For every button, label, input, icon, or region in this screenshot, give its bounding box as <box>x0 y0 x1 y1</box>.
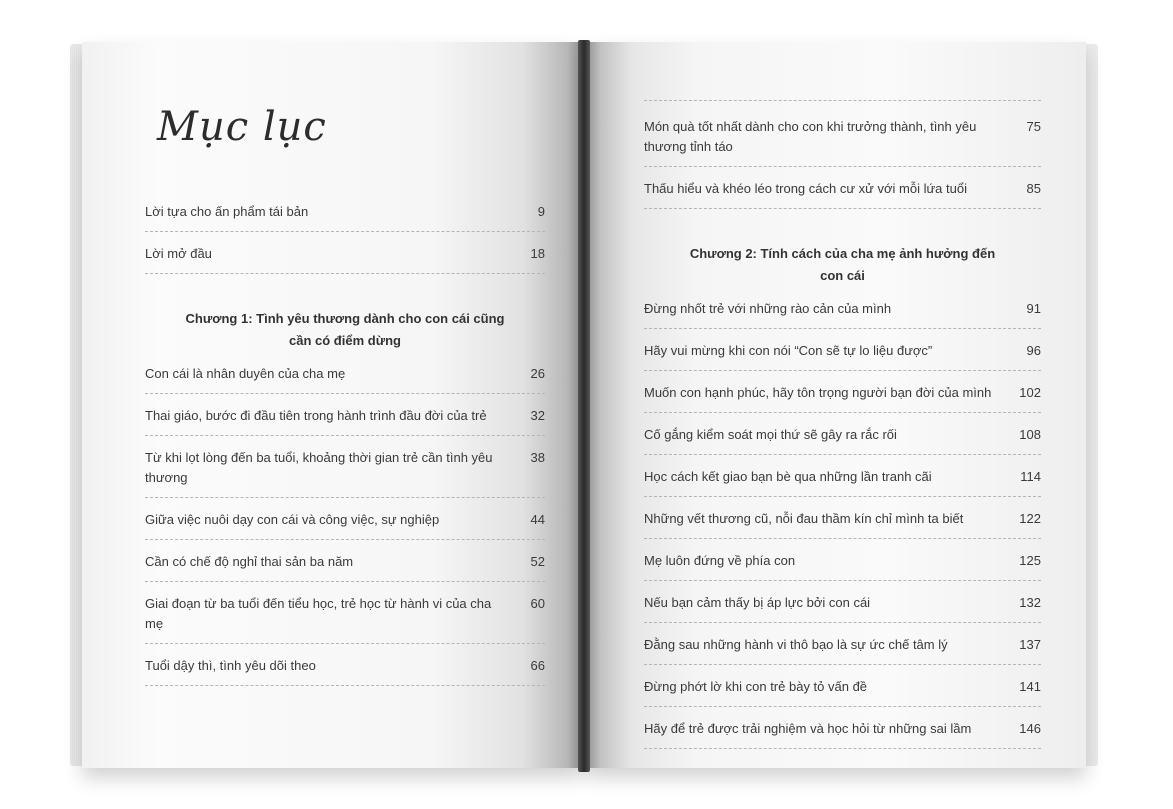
toc-entry <box>644 509 1041 539</box>
entry-title: Giai đoạn từ ba tuổi đến tiểu học, trẻ học từ hành vi của cha mẹ <box>145 596 492 631</box>
entry-page: 26 <box>530 366 545 381</box>
entry-title: Đằng sau những hành vi thô bạo là sự ức chế tâm lý <box>644 637 948 652</box>
entry-page: 96 <box>1026 343 1041 358</box>
chapter-heading: Chương 1: Tình yêu thương dành cho con cái cũng cần có điểm dừng <box>185 311 505 348</box>
toc-entry <box>644 551 1041 581</box>
entry-page: 102 <box>1019 385 1041 400</box>
toc-title: Mục lục <box>157 104 327 150</box>
toc-entry <box>644 179 1041 209</box>
right-toc-list <box>644 100 1041 761</box>
entry-title: Từ khi lọt lòng đến ba tuổi, khoảng thời gian trẻ cần tình yêu thương <box>145 450 493 485</box>
entry-title: Muốn con hạnh phúc, hãy tôn trọng người bạn đời của mình <box>644 385 992 400</box>
entry-title: Thai giáo, bước đi đầu tiên trong hành trình đầu đời của trẻ <box>145 408 487 423</box>
entry-page: 125 <box>1019 553 1041 568</box>
toc-entry <box>644 467 1041 497</box>
entry-page: 9 <box>537 204 545 219</box>
entry-page: 91 <box>1026 301 1041 316</box>
toc-entry <box>145 202 545 232</box>
entry-page: 75 <box>1026 119 1041 134</box>
right-page <box>586 42 1086 768</box>
entry-title: Nếu bạn cảm thấy bị áp lực bởi con cái <box>644 595 871 610</box>
entry-page: 52 <box>530 554 545 569</box>
toc-entry <box>644 425 1041 455</box>
entry-title: Con cái là nhân duyên của cha mẹ <box>145 366 346 381</box>
entry-title: Lời mở đầu <box>145 246 212 261</box>
toc-entry <box>145 552 545 582</box>
entry-title: Giữa việc nuôi dạy con cái và công việc, sự nghiệp <box>145 512 440 527</box>
entry-title: Thấu hiểu và khéo léo trong cách cư xử với mỗi lứa tuổi <box>644 181 967 196</box>
entry-title: Hãy vui mừng khi con nói “Con sẽ tự lo liệu được” <box>644 343 933 358</box>
toc-entry <box>644 719 1041 749</box>
book-spine <box>578 40 590 772</box>
entry-page: 146 <box>1019 721 1041 736</box>
page-stack-right <box>1086 44 1098 766</box>
toc-entry <box>145 406 545 436</box>
entry-title: Lời tựa cho ấn phẩm tái bản <box>145 204 309 219</box>
entry-page: 137 <box>1019 637 1041 652</box>
entry-page: 141 <box>1019 679 1041 694</box>
toc-entry <box>145 448 545 498</box>
top-divider <box>644 100 1041 101</box>
entry-page: 44 <box>530 512 545 527</box>
entry-title: Những vết thương cũ, nỗi đau thầm kín chỉ mình ta biết <box>644 511 964 526</box>
entry-page: 32 <box>530 408 545 423</box>
entry-page: 60 <box>530 596 545 611</box>
entry-title: Đừng phớt lờ khi con trẻ bày tỏ vấn đề <box>644 679 868 694</box>
toc-entry <box>644 341 1041 371</box>
entry-title: Đừng nhốt trẻ với những rào cản của mình <box>644 301 892 316</box>
toc-entry <box>644 383 1041 413</box>
entry-title: Tuổi dậy thì, tình yêu dõi theo <box>145 658 316 673</box>
entry-page: 114 <box>1020 469 1041 484</box>
toc-entry <box>145 594 545 644</box>
left-page <box>82 42 582 768</box>
toc-entry <box>644 593 1041 623</box>
entry-title: Học cách kết giao bạn bè qua những lần tranh cãi <box>644 469 932 484</box>
entry-page: 18 <box>530 246 545 261</box>
open-book <box>70 38 1098 773</box>
left-toc-list <box>145 202 545 698</box>
entry-page: 85 <box>1026 181 1041 196</box>
toc-entry <box>644 299 1041 329</box>
toc-entry <box>644 677 1041 707</box>
toc-entry <box>644 117 1041 167</box>
toc-entry <box>145 656 545 686</box>
toc-entry <box>145 364 545 394</box>
entry-page: 38 <box>530 450 545 465</box>
entry-title: Cố gắng kiểm soát mọi thứ sẽ gây ra rắc rối <box>644 427 897 442</box>
entry-title: Món quà tốt nhất dành cho con khi trưởng thành, tình yêu thương tỉnh táo <box>644 119 977 154</box>
toc-entry <box>145 244 545 274</box>
entry-title: Hãy để trẻ được trải nghiệm và học hỏi từ những sai lầm <box>644 721 972 736</box>
entry-page: 122 <box>1019 511 1041 526</box>
entry-page: 132 <box>1019 595 1041 610</box>
entry-page: 66 <box>530 658 545 673</box>
chapter-heading: Chương 2: Tính cách của cha mẹ ảnh hưởng đến con cái <box>689 246 996 283</box>
toc-entry <box>644 635 1041 665</box>
entry-page: 108 <box>1019 427 1041 442</box>
entry-title: Mẹ luôn đứng về phía con <box>644 553 796 568</box>
toc-entry <box>145 510 545 540</box>
entry-title: Cần có chế độ nghỉ thai sản ba năm <box>145 554 354 569</box>
